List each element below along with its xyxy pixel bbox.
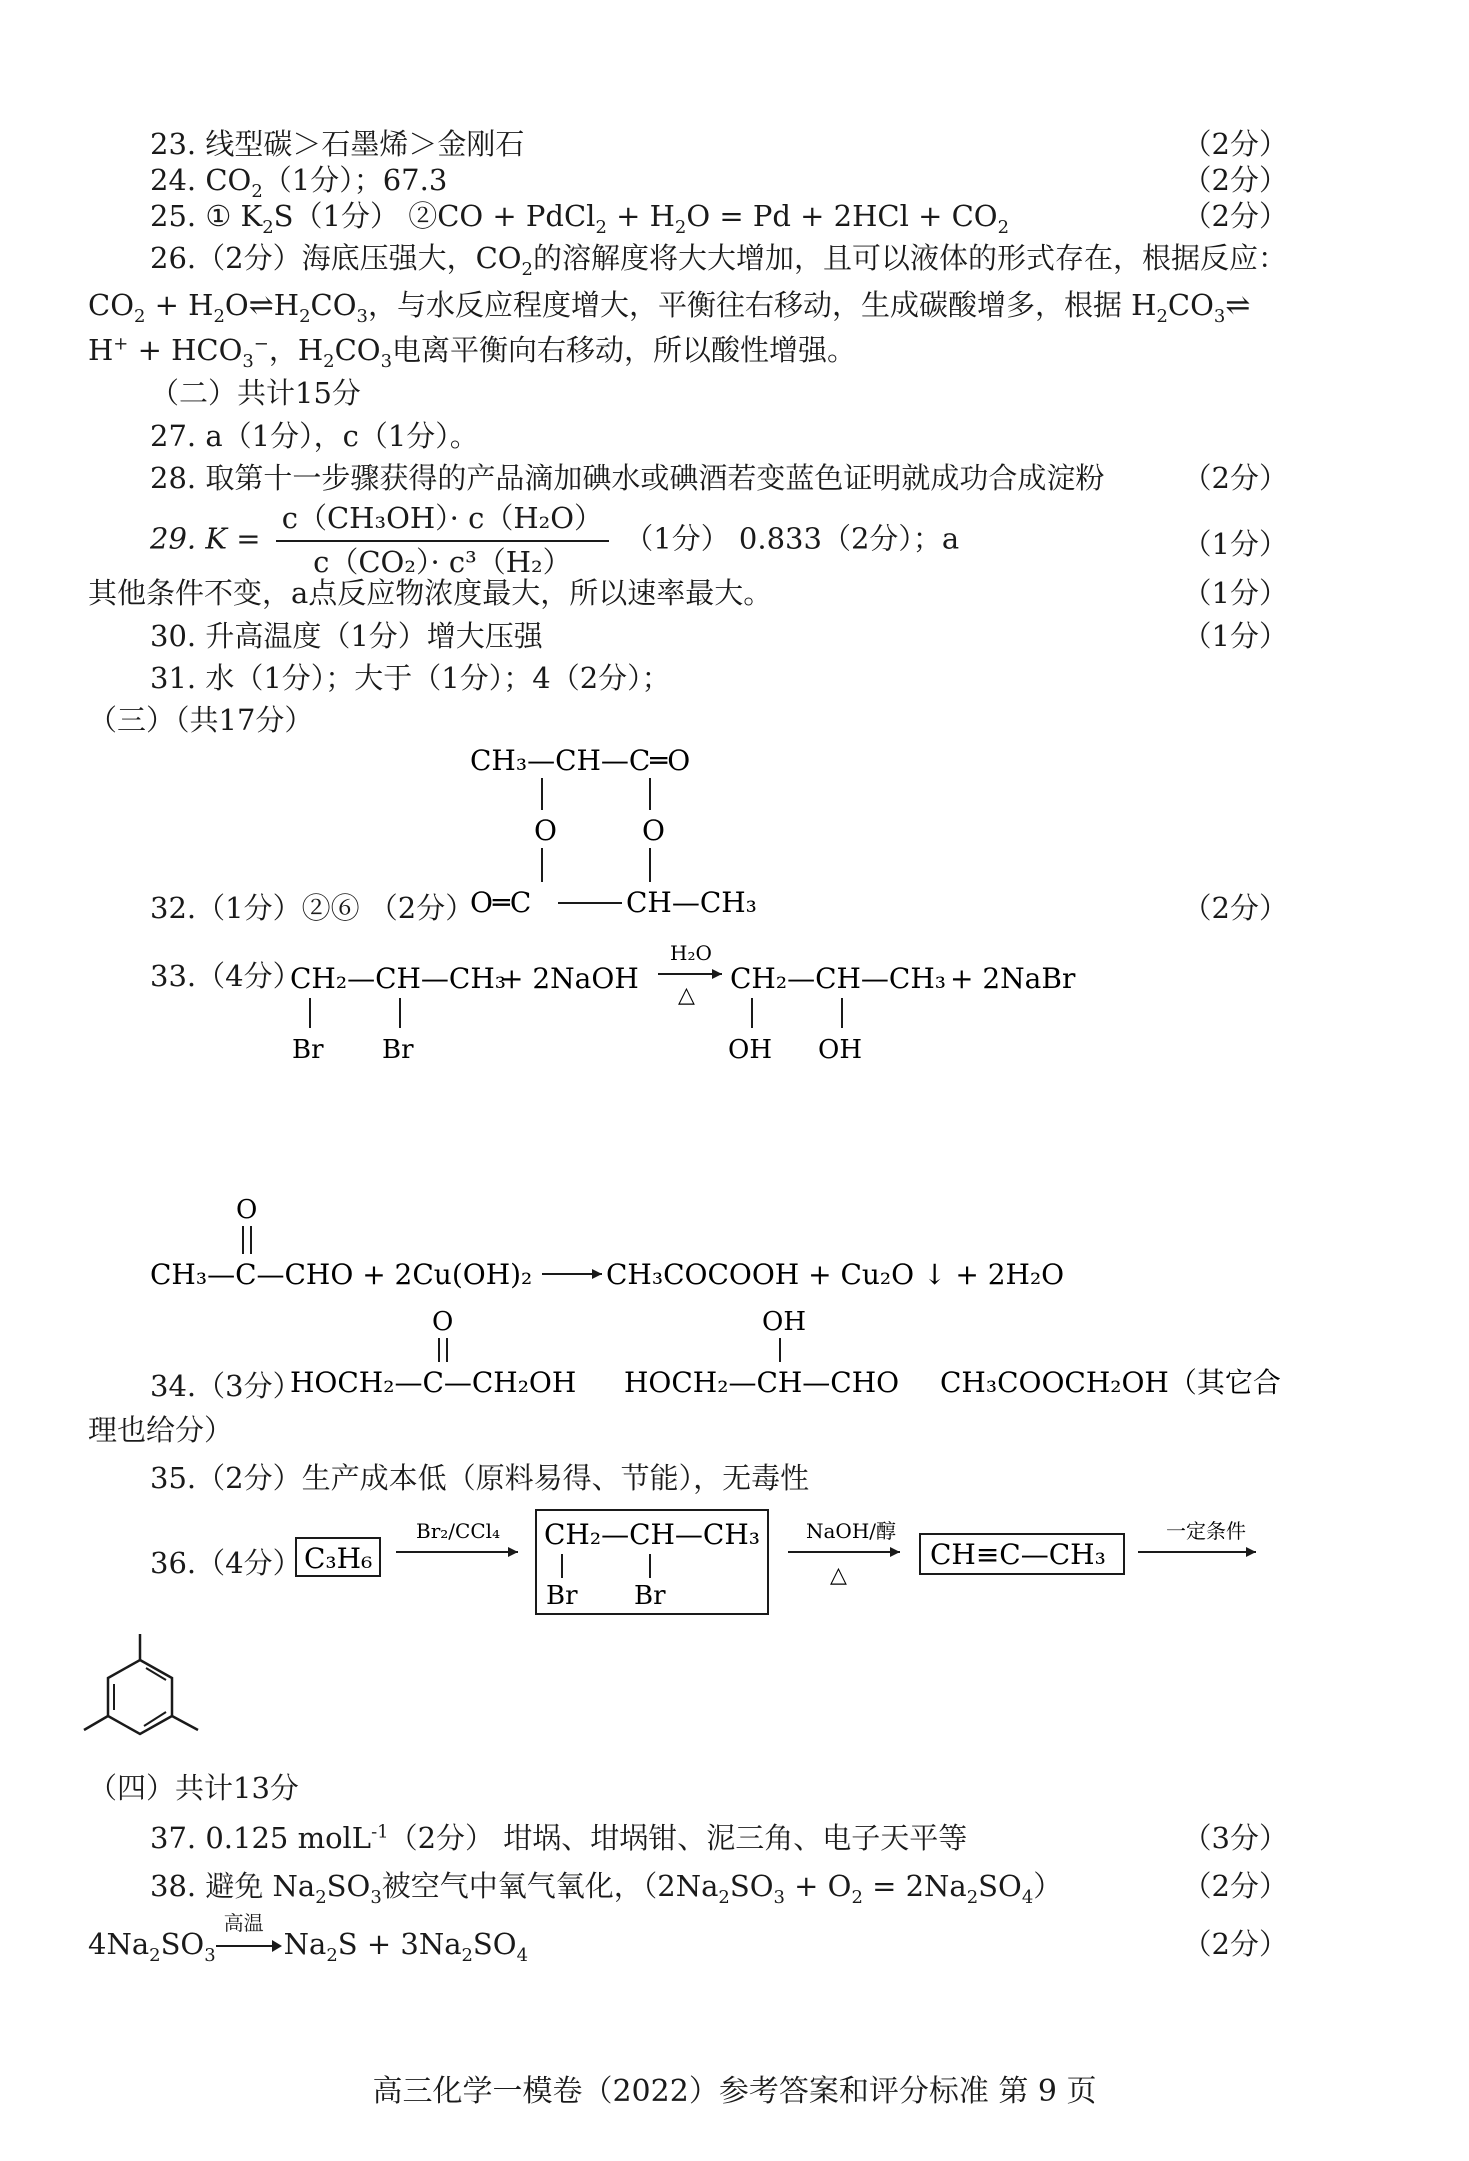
score-23: （2分）	[1182, 127, 1288, 161]
svg-text:Br: Br	[382, 1035, 414, 1065]
svg-text:CH₂—CH—CH₃: CH₂—CH—CH₃	[730, 962, 946, 995]
answer-33: 33.（4分）	[150, 959, 302, 993]
reaction-33-oxidation	[150, 1190, 1150, 1300]
svg-text:H₂O: H₂O	[670, 941, 712, 965]
svg-text:OH: OH	[818, 1035, 862, 1065]
answer-28: 28. 取第十一步骤获得的产品滴加碘水或碘酒若变蓝色证明就成功合成淀粉	[150, 461, 1105, 495]
svg-text:CH₂—CH—CH₃: CH₂—CH—CH₃	[544, 1518, 760, 1551]
svg-text:△: △	[830, 1563, 847, 1588]
answer-35: 35.（2分）生产成本低（原料易得、节能），无毒性	[150, 1461, 810, 1495]
svg-text:+ 2NaOH: + 2NaOH	[500, 962, 639, 995]
answer-37: 37. 0.125 molL$^{-1}$（2分） 坩埚、坩埚钳、泥三角、电子天平等	[150, 1821, 968, 1855]
svg-text:C₃H₆: C₃H₆	[304, 1542, 373, 1575]
svg-text:Br: Br	[546, 1581, 578, 1611]
svg-text:NaOH/醇: NaOH/醇	[806, 1519, 896, 1543]
svg-text:Br: Br	[634, 1581, 666, 1611]
mesitylene-structure-icon	[80, 1630, 210, 1755]
svg-text:+ 2NaBr: + 2NaBr	[950, 962, 1076, 995]
svg-text:HOCH₂—CH—CHO: HOCH₂—CH—CHO	[624, 1366, 900, 1399]
svg-text:△: △	[678, 983, 695, 1008]
svg-text:CH₃COOCH₂OH（其它合: CH₃COOCH₂OH（其它合	[940, 1366, 1281, 1399]
answer-29-reason: 其他条件不变，a点反应物浓度最大，所以速率最大。	[88, 576, 773, 610]
section-3-heading: （三）（共17分）	[88, 703, 314, 737]
svg-text:一定条件: 一定条件	[1166, 1519, 1246, 1543]
answer-25: 25. ① $K_2S(1$分） ②CO + PdCl$_2$ + $H_2O = Pd + 2HCl + CO_2$	[150, 199, 1010, 238]
reaction-arrow-icon: 高温	[216, 1936, 284, 1956]
answer-29: 29. K = $\frac{\text{c（CH₃OH）· c（H₂O）}}{\text{c（CO₂）· c³（H₂）}}$ （1分） 0.833（2分）；a	[150, 500, 1388, 581]
answer-26-line1: 26.（2分）海底压强大，$CO_2$的溶解度将大大增加，且可以液体的形式存在，根据反应：	[150, 241, 1287, 280]
score-30: （1分）	[1182, 619, 1288, 653]
svg-text:CH₃—CH—C═O: CH₃—CH—C═O	[470, 744, 691, 777]
svg-text:O═C: O═C	[470, 886, 532, 919]
svg-text:OH: OH	[762, 1307, 806, 1337]
answer-38-equation: $4Na_2SO_3$ 高温 $Na_2S + 3Na_2SO_4$	[88, 1911, 529, 1966]
score-25: （2分）	[1182, 199, 1288, 233]
score-28: （2分）	[1182, 461, 1288, 495]
answer-31: 31. 水（1分）；大于（1分）；4（2分）；	[150, 661, 671, 695]
rate-constant-fraction: $\frac{\text{c（CH₃OH）· c（H₂O）}}{\text{c（CO₂）· c³（H₂）}}$	[276, 500, 609, 581]
section-4-heading: （四）共计13分	[88, 1771, 299, 1805]
score-29-reason: （1分）	[1182, 576, 1288, 610]
svg-text:O: O	[642, 814, 665, 847]
score-38-equation: （2分）	[1182, 1927, 1288, 1961]
answer-23: 23. 线型碳＞石墨烯＞金刚石	[150, 127, 525, 161]
svg-text:CH—CH₃: CH—CH₃	[626, 886, 757, 919]
answer-34: 34.（3分）	[150, 1369, 302, 1403]
svg-text:CH₂—CH—CH₃: CH₂—CH—CH₃	[290, 962, 506, 995]
answer-26-line2: $CO_2$ + $H_2O\rightleftharpoons$ $H_2CO_3$，与水反应程度增大，平衡往右移动，生成碳酸增多，根据 $H_2CO_3\rightleftharpoons$	[88, 286, 1388, 325]
svg-text:O: O	[432, 1307, 454, 1337]
svg-text:OH: OH	[728, 1035, 772, 1065]
score-32: （2分）	[1182, 891, 1288, 925]
score-38: （2分）	[1182, 1869, 1288, 1903]
answer-36: 36.（4分）	[150, 1546, 302, 1580]
svg-text:O: O	[236, 1195, 258, 1225]
svg-text:O: O	[534, 814, 557, 847]
equilibrium-arrow-icon: ⇌	[248, 288, 268, 323]
svg-text:CH₃COCOOH + Cu₂O ↓ + 2H₂O: CH₃COCOOH + Cu₂O ↓ + 2H₂O	[606, 1258, 1065, 1291]
section-2-heading: （二）共计15分	[150, 376, 361, 410]
reaction-33-hydrolysis	[290, 940, 1090, 1080]
answer-26-line3: $H^+ + HCO_3^-$，$H_2CO_3$电离平衡向右移动，所以酸性增强。	[88, 333, 857, 372]
score-29: （1分）	[1182, 527, 1288, 561]
svg-text:Br₂/CCl₄: Br₂/CCl₄	[416, 1519, 501, 1543]
answer-24: 24. $CO_2(1$分）；67.3	[150, 163, 448, 202]
equilibrium-arrow-icon: ⇌	[1225, 288, 1245, 323]
svg-text:Br: Br	[292, 1035, 324, 1065]
answer-38: 38. 避免 $Na_2SO_3$被空气中氧气氧化，$(2Na_2SO_3 + O_2 = 2Na_2SO_4)$	[150, 1869, 1063, 1908]
svg-text:CH≡C—CH₃: CH≡C—CH₃	[930, 1538, 1106, 1571]
answer-32: 32.（1分）②⑥ （2分）	[150, 891, 475, 925]
answer-34-continued: 理也给分）	[88, 1413, 234, 1447]
score-24: （2分）	[1182, 163, 1288, 197]
svg-text:HOCH₂—C—CH₂OH: HOCH₂—C—CH₂OH	[290, 1366, 577, 1399]
page-footer: 高三化学一模卷（2022）参考答案和评分标准 第 9 页	[372, 2074, 1097, 2109]
answer-30: 30. 升高温度（1分）增大压强	[150, 619, 543, 653]
answer-27: 27. a（1分），c（1分）。	[150, 419, 479, 453]
score-37: （3分）	[1182, 1821, 1288, 1855]
svg-text:CH₃—C—CHO + 2Cu(OH)₂: CH₃—C—CHO + 2Cu(OH)₂	[150, 1258, 533, 1291]
synthesis-route-36	[290, 1508, 1290, 1628]
